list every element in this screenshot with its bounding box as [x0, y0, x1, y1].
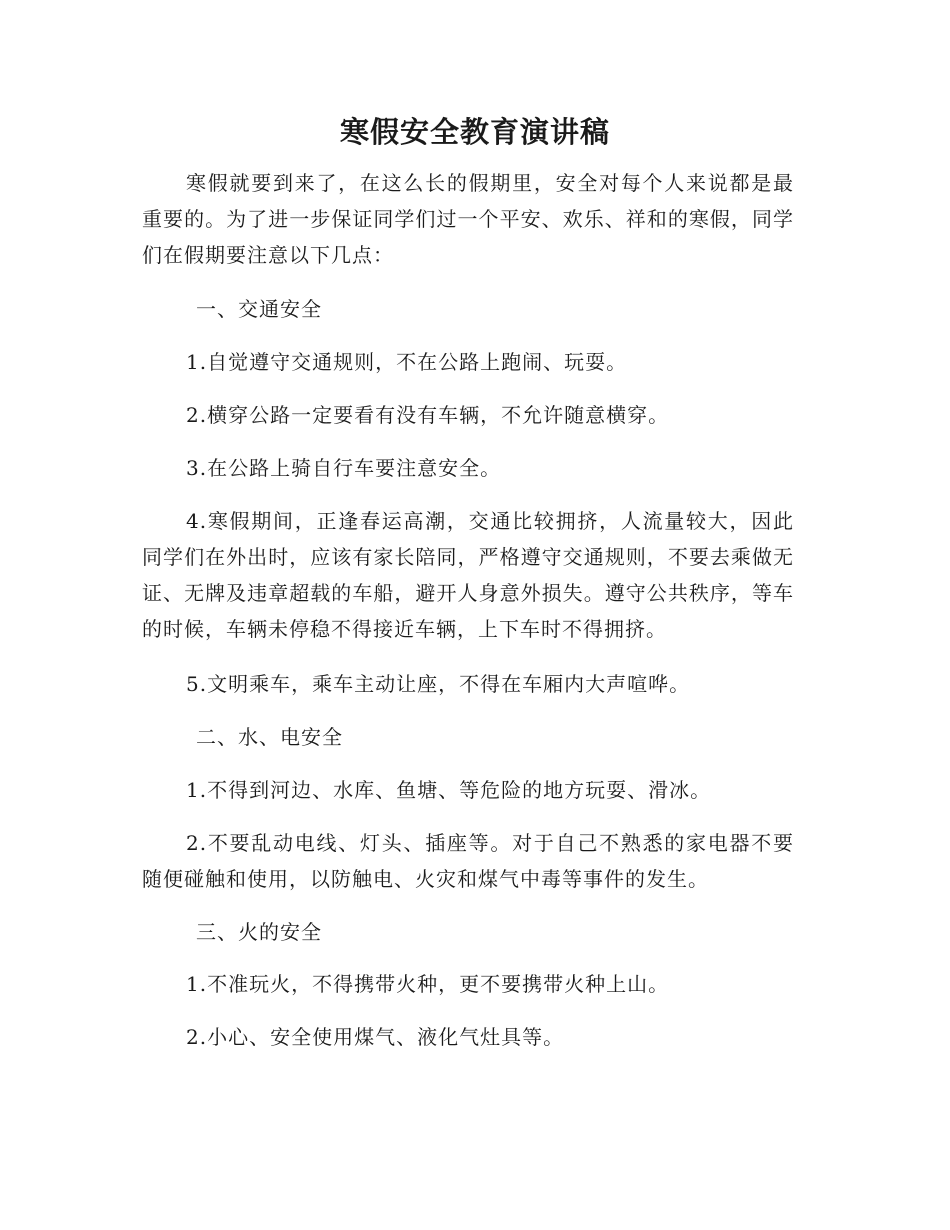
water-electric-item-1: 1.不得到河边、水库、鱼塘、等危险的地方玩耍、滑冰。 [186, 778, 712, 802]
traffic-item-2: 2.横穿公路一定要看有没有车辆，不允许随意横穿。 [186, 403, 670, 427]
fire-item-1: 1.不准玩火，不得携带火种，更不要携带火种上山。 [186, 972, 670, 996]
document-title: 寒假安全教育演讲稿 [339, 115, 610, 149]
traffic-item-4: 4.寒假期间，正逢春运高潮，交通比较拥挤，人流量较大，因此同学们在外出时，应该有家长陪同，严格遵守交通规则，不要去乘做无证、无牌及违章超载的车船，避开人身意外损失。遵守公共秩序，等车的时候，车辆未停稳不得接近车辆，上下车时不得拥挤。 [142, 509, 794, 641]
traffic-item-1: 1.自觉遵守交通规则，不在公路上跑闹、玩耍。 [186, 350, 628, 374]
traffic-item-5: 5.文明乘车，乘车主动让座，不得在车厢内大声喧哗。 [186, 672, 691, 696]
section-heading-water-electric: 二、水、电安全 [196, 725, 343, 749]
fire-item-2: 2.小心、安全使用煤气、液化气灶具等。 [186, 1025, 565, 1049]
water-electric-item-2: 2.不要乱动电线、灯头、插座等。对于自己不熟悉的家电器不要随便碰触和使用，以防触电、火灾和煤气中毒等事件的发生。 [142, 831, 794, 891]
section-heading-fire: 三、火的安全 [196, 920, 322, 944]
section-heading-traffic: 一、交通安全 [196, 297, 322, 321]
traffic-item-3: 3.在公路上骑自行车要注意安全。 [186, 456, 502, 480]
intro-paragraph: 寒假就要到来了，在这么长的假期里，安全对每个人来说都是最重要的。为了进一步保证同学们过一个平安、欢乐、祥和的寒假，同学们在假期要注意以下几点： [142, 171, 794, 267]
